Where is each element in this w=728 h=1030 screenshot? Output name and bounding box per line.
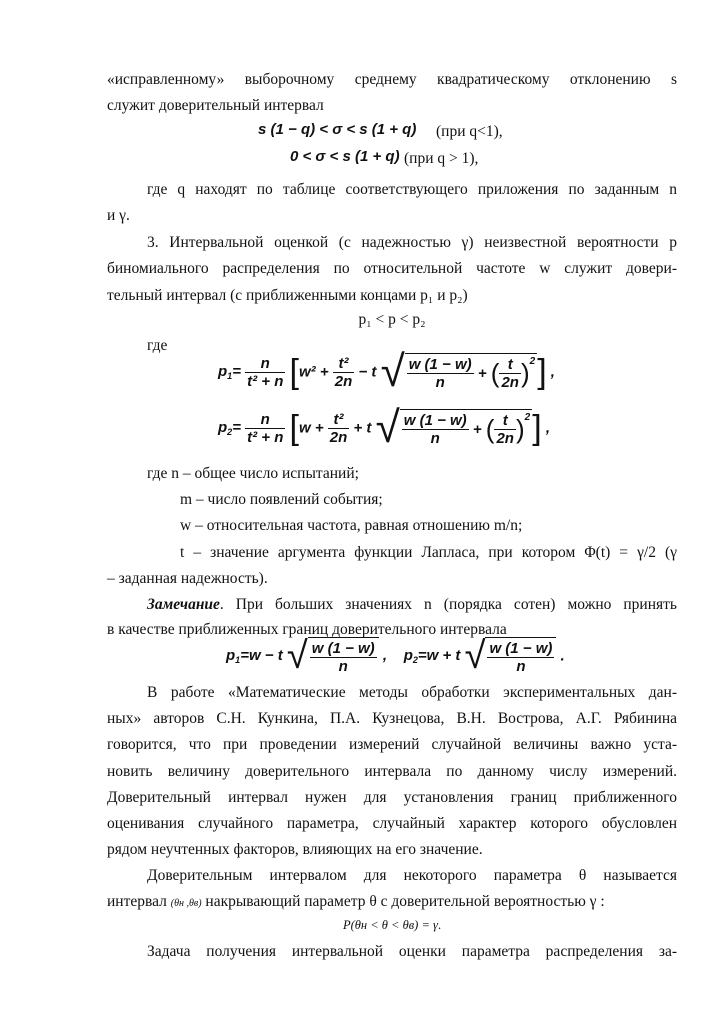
text-line: говорится, что при проведении измерений случайной величины важно уста- <box>107 736 677 753</box>
text-line: где <box>147 337 168 354</box>
formula-theta-interval: (θн ,θв) <box>170 898 202 909</box>
text-remark: . При больших значениях n (порядка сотен) можно принять <box>219 596 677 613</box>
text-line: w – относительная частота, равная отношению m/n; <box>180 517 523 534</box>
remark-label: Замечание <box>147 596 220 613</box>
text-line: Доверительным интервалом для некоторого параметра θ называется <box>147 867 677 884</box>
formula-p2: $p_2=$ $\frac{n}{\text{t² + n}}$ [w + $\frac{\text{t²}}{2n}$ + t √ $\frac{w (1 - w)}{n}$ + ( $\frac{t}{2n}$ )$^2$] , <box>218 403 550 452</box>
formula-probability: P(θн < θ < θв) = γ. <box>342 918 442 932</box>
text-line: Доверительный интервал нужен для установления границ приближенного <box>107 789 677 806</box>
text-line-remark <box>147 595 677 615</box>
text-line: новить величину доверительного интервала по данному числу измерений. <box>107 763 677 780</box>
formula-p1: $p_1=$ $\frac{n}{\text{t² + n}}$ [w² + $\frac{\text{t²}}{2n}$ − t √ $\frac{w (1 - w)}{n}$ + ( $\frac{t}{2n}$ )$^2$] , <box>218 347 555 396</box>
text-condition: (при q > 1), <box>404 150 479 167</box>
formula-interval-q-greater-1: 0 < σ < s (1 + q) <box>290 148 400 165</box>
text-line: где n – общее число испытаний; <box>147 465 359 482</box>
text-line: биномиального распределения по относительной частоте w служит довери- <box>107 260 677 277</box>
text-line: тельный интервал (с приближенными концами p₁ и p₂) <box>107 287 468 304</box>
text-line: «исправленному» выборочному среднему квадратическому отклонению s <box>107 71 677 88</box>
text-line: и γ. <box>107 207 130 224</box>
text-condition: (при q<1), <box>436 123 503 140</box>
text-line: где q находят по таблице соответствующего приложения по заданным n <box>147 181 677 198</box>
formula-approx-bounds: $p_1=w - t$ √ $\frac{w (1 - w)}{n}$ , $p_2=w + t$ √ $\frac{w (1 - w)}{n}$ . <box>226 635 565 677</box>
text-line: интервал (θн ,θв) накрывающий параметр θ с доверительной вероятностью γ : <box>107 893 605 910</box>
text-line: 3. Интервальной оценкой (с надежностью γ) неизвестной вероятности p <box>147 234 677 251</box>
text-line: в качестве приближенных границ доверительного интервала <box>107 621 507 638</box>
text-line: Задача получения интервальной оценки параметра распределения за- <box>147 943 677 960</box>
text-line: В работе «Математические методы обработки экспериментальных дан- <box>147 684 677 701</box>
text-line: – заданная надежность). <box>107 570 268 587</box>
text-line: служит доверительный интервал <box>107 97 324 114</box>
formula-interval-q-less-1: s (1 − q) < σ < s (1 + q) <box>258 121 417 138</box>
text-line: ных» авторов С.Н. Кункина, П.А. Кузнецова, В.Н. Вострова, А.Г. Рябинина <box>107 710 677 727</box>
text-line: оценивания случайного параметра, случайный характер которого обусловлен <box>107 815 677 832</box>
text-line: m – число появлений события; <box>180 491 383 508</box>
formula-p-interval: p₁ < p < p₂ <box>358 311 426 328</box>
text-line: t – значение аргумента функции Лапласа, при котором Φ(t) = γ/2 (γ <box>180 544 677 561</box>
text-line: рядом неучтенных факторов, влияющих на его значение. <box>107 841 483 858</box>
